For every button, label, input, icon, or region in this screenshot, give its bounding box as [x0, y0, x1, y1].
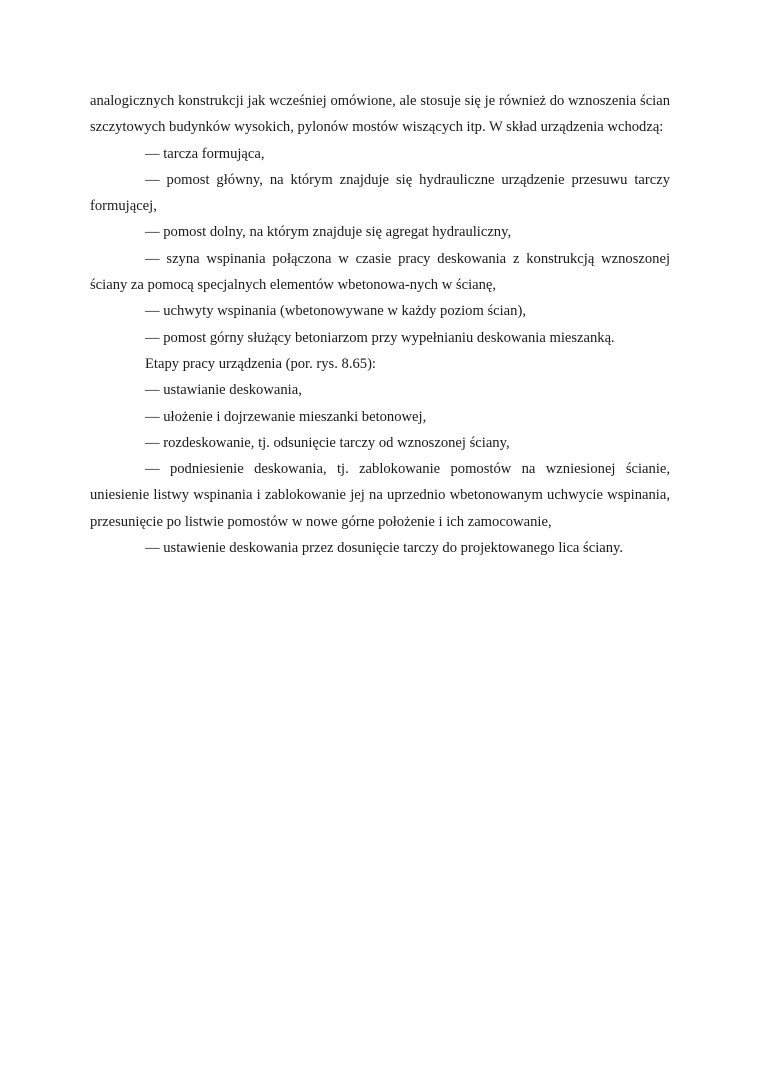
paragraph-etapy: Etapy pracy urządzenia (por. rys. 8.65):	[145, 355, 376, 372]
paragraph-intro: analogicznych konstrukcji jak wcześniej omówione, ale stosuje się je również do wznoszenia ścian szczytowych budynków wysokich, pylonów mostów wiszących itp. W skład urządzenia wchodzą:	[90, 93, 670, 136]
list-item-ustawienie: — ustawienie deskowania przez dosunięcie tarczy do projektowanego lica ściany.	[145, 540, 624, 557]
list-item-ustawianie: — ustawianie deskowania,	[145, 382, 302, 399]
list-item-pomost-glowny: — pomost główny, na którym znajduje się hydrauliczne urządzenie przesuwu tarczy formującej,	[90, 171, 670, 215]
list-item-pomost-dolny: — pomost dolny, na którym znajduje się agregat hydrauliczny,	[145, 224, 512, 241]
list-item-uchwyty: — uchwyty wspinania (wbetonowywane w każdy poziom ścian),	[145, 303, 526, 320]
list-item-pomost-gorny: — pomost górny służący betoniarzom przy wypełnianiu deskowania mieszanką.	[145, 329, 615, 346]
list-item-szyna-wspinania: — szyna wspinania połączona w czasie pracy deskowania z konstrukcją wznoszonej ściany za pomocą specjalnych elementów wbetonowa-nych w ścianę,	[90, 250, 670, 294]
list-item-ulozenie: — ułożenie i dojrzewanie mieszanki betonowej,	[145, 408, 427, 425]
list-item-rozdeskowanie: — rozdeskowanie, tj. odsunięcie tarczy od wznoszonej ściany,	[145, 434, 510, 451]
body-text	[90, 88, 670, 561]
list-item-podniesienie: — podniesienie deskowania, tj. zablokowanie pomostów na wzniesionej ścianie, uniesienie listwy wspinania i zablokowanie jej na uprzednio wbetonowanym uchwycie wspinania, przesunięcie po listwie pomostów w nowe górne położenie i ich zamocowanie,	[90, 461, 670, 530]
list-item-tarcza: — tarcza formująca,	[145, 145, 265, 162]
